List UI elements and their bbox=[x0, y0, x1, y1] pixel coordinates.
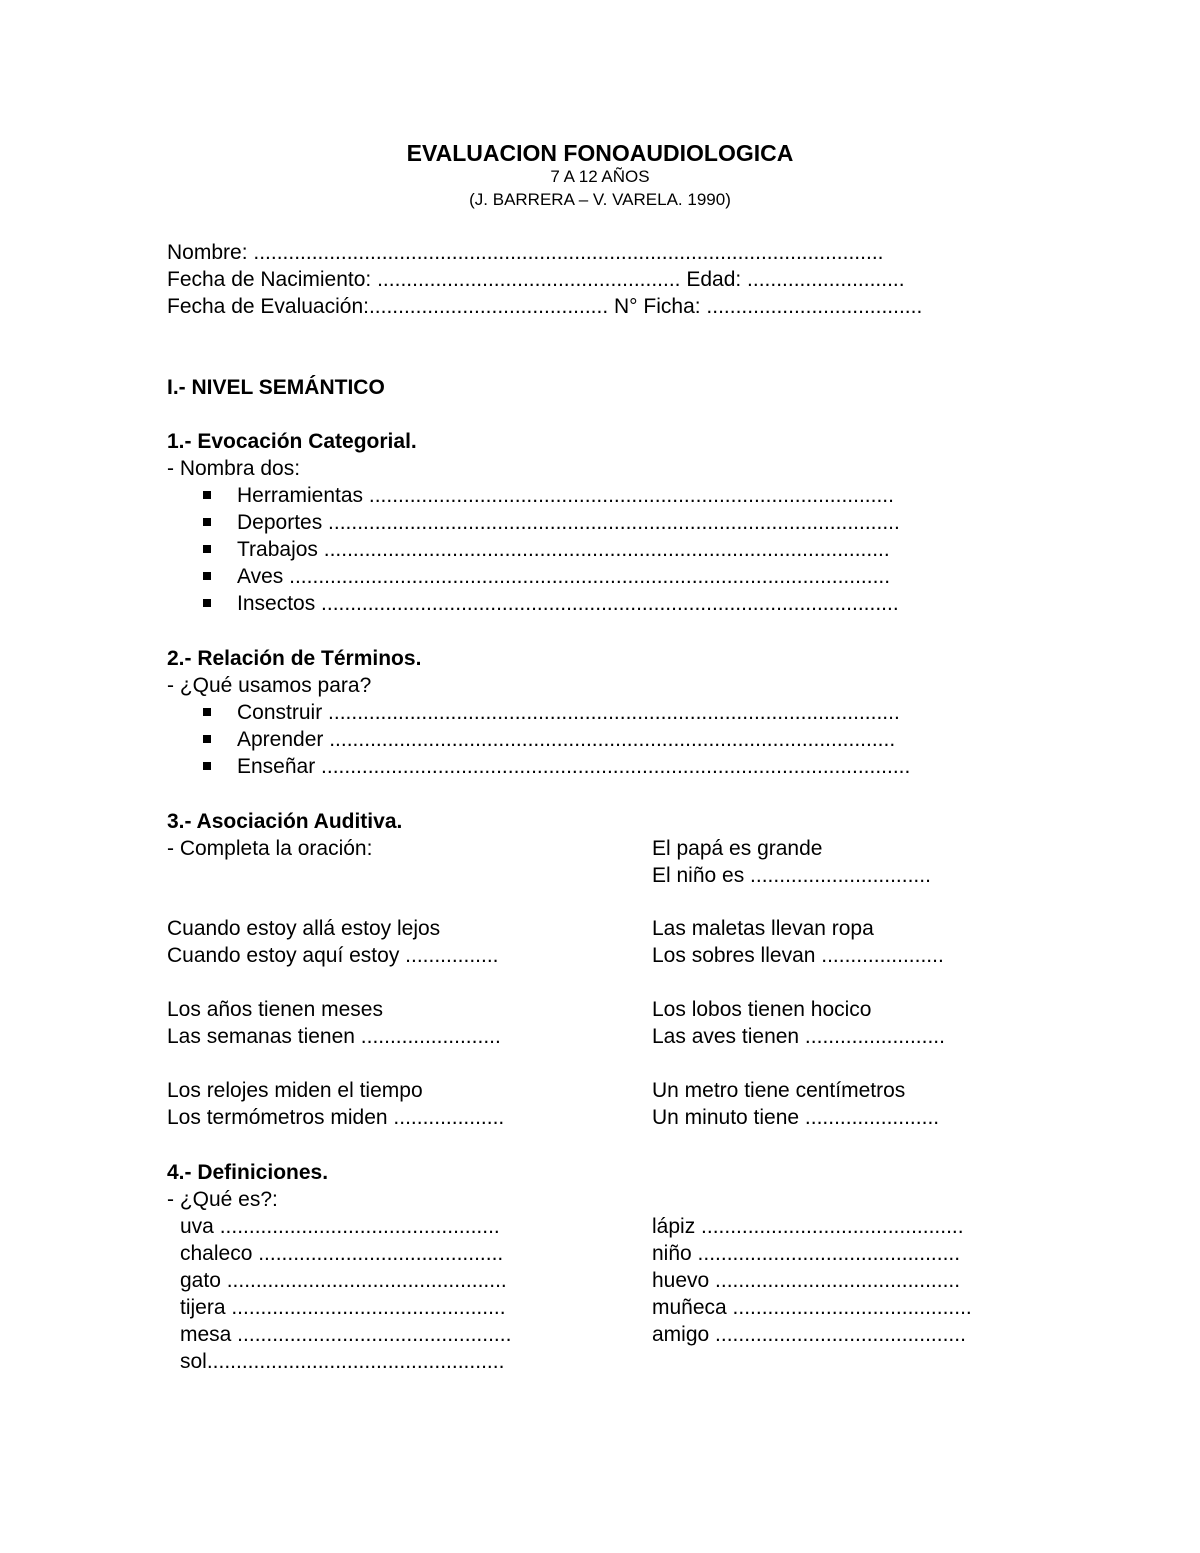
definition-amigo[interactable]: amigo ........................................... bbox=[652, 1323, 966, 1346]
right-pair-1-line-1: El papá es grande bbox=[652, 837, 823, 860]
left-pair-3-line-2[interactable]: Los termómetros miden ................... bbox=[167, 1106, 505, 1129]
definition-chaleco[interactable]: chaleco .......................................... bbox=[180, 1242, 504, 1265]
section-heading-semantico: I.- NIVEL SEMÁNTICO bbox=[167, 376, 385, 399]
left-pair-3-line-1: Los relojes miden el tiempo bbox=[167, 1079, 423, 1102]
field-fecha-evaluacion[interactable]: Fecha de Evaluación:......................................... N° Ficha: ..................................... bbox=[167, 295, 923, 318]
right-pair-4-line-1: Un metro tiene centímetros bbox=[652, 1079, 906, 1102]
left-pair-2-line-2[interactable]: Las semanas tienen ........................ bbox=[167, 1025, 501, 1048]
heading-evocacion-categorial: 1.- Evocación Categorial. bbox=[167, 430, 417, 453]
bullet-icon bbox=[203, 762, 211, 770]
right-pair-3-line-1: Los lobos tienen hocico bbox=[652, 998, 872, 1021]
item-ensenar[interactable]: Enseñar ..................................................................................................... bbox=[237, 755, 911, 778]
field-fecha-nacimiento[interactable]: Fecha de Nacimiento: .................................................... Edad: ........................... bbox=[167, 268, 905, 291]
bullet-icon bbox=[203, 572, 211, 580]
left-pair-2-line-1: Los años tienen meses bbox=[167, 998, 383, 1021]
left-pair-1-line-1: Cuando estoy allá estoy lejos bbox=[167, 917, 441, 940]
prompt-que-es: - ¿Qué es?: bbox=[167, 1188, 278, 1211]
definition-mesa[interactable]: mesa ............................................... bbox=[180, 1323, 512, 1346]
document-title: EVALUACION FONOAUDIOLOGICA bbox=[406, 140, 794, 166]
definition-lapiz[interactable]: lápiz ............................................. bbox=[652, 1215, 964, 1238]
bullet-icon bbox=[203, 491, 211, 499]
item-trabajos[interactable]: Trabajos ................................................................................................. bbox=[237, 538, 890, 561]
field-nombre[interactable]: Nombre: ............................................................................................................ bbox=[167, 241, 884, 264]
right-pair-2-line-2[interactable]: Los sobres llevan ..................... bbox=[652, 944, 944, 967]
definition-tijera[interactable]: tijera ............................................... bbox=[180, 1296, 506, 1319]
document-subtitle: 7 A 12 AÑOS bbox=[550, 167, 650, 186]
definition-sol[interactable]: sol................................................... bbox=[180, 1350, 505, 1373]
bullet-icon bbox=[203, 518, 211, 526]
right-pair-1-line-2[interactable]: El niño es ............................... bbox=[652, 864, 931, 887]
item-aprender[interactable]: Aprender ................................................................................................. bbox=[237, 728, 896, 751]
right-pair-2-line-1: Las maletas llevan ropa bbox=[652, 917, 874, 940]
bullet-icon bbox=[203, 599, 211, 607]
item-construir[interactable]: Construir .................................................................................................. bbox=[237, 701, 900, 724]
item-deportes[interactable]: Deportes .................................................................................................. bbox=[237, 511, 900, 534]
heading-asociacion-auditiva: 3.- Asociación Auditiva. bbox=[167, 810, 403, 833]
definition-huevo[interactable]: huevo .......................................... bbox=[652, 1269, 961, 1292]
prompt-nombra-dos: - Nombra dos: bbox=[167, 457, 301, 480]
heading-relacion-terminos: 2.- Relación de Términos. bbox=[167, 647, 422, 670]
right-pair-4-line-2[interactable]: Un minuto tiene ....................... bbox=[652, 1106, 940, 1129]
definition-muneca[interactable]: muñeca ......................................... bbox=[652, 1296, 972, 1319]
definition-gato[interactable]: gato ................................................ bbox=[180, 1269, 507, 1292]
definition-nino[interactable]: niño ............................................. bbox=[652, 1242, 961, 1265]
item-aves[interactable]: Aves ....................................................................................................... bbox=[237, 565, 891, 588]
heading-definiciones: 4.- Definiciones. bbox=[167, 1161, 329, 1184]
definition-uva[interactable]: uva ................................................ bbox=[180, 1215, 500, 1238]
bullet-icon bbox=[203, 735, 211, 743]
left-pair-1-line-2[interactable]: Cuando estoy aquí estoy ................ bbox=[167, 944, 499, 967]
item-insectos[interactable]: Insectos ................................................................................................... bbox=[237, 592, 899, 615]
bullet-icon bbox=[203, 708, 211, 716]
document-authors: (J. BARRERA – V. VARELA. 1990) bbox=[469, 190, 731, 209]
prompt-completa-oracion: - Completa la oración: bbox=[167, 837, 373, 860]
right-pair-3-line-2[interactable]: Las aves tienen ........................ bbox=[652, 1025, 945, 1048]
bullet-icon bbox=[203, 545, 211, 553]
item-herramientas[interactable]: Herramientas .......................................................................................... bbox=[237, 484, 894, 507]
prompt-que-usamos: - ¿Qué usamos para? bbox=[167, 674, 372, 697]
